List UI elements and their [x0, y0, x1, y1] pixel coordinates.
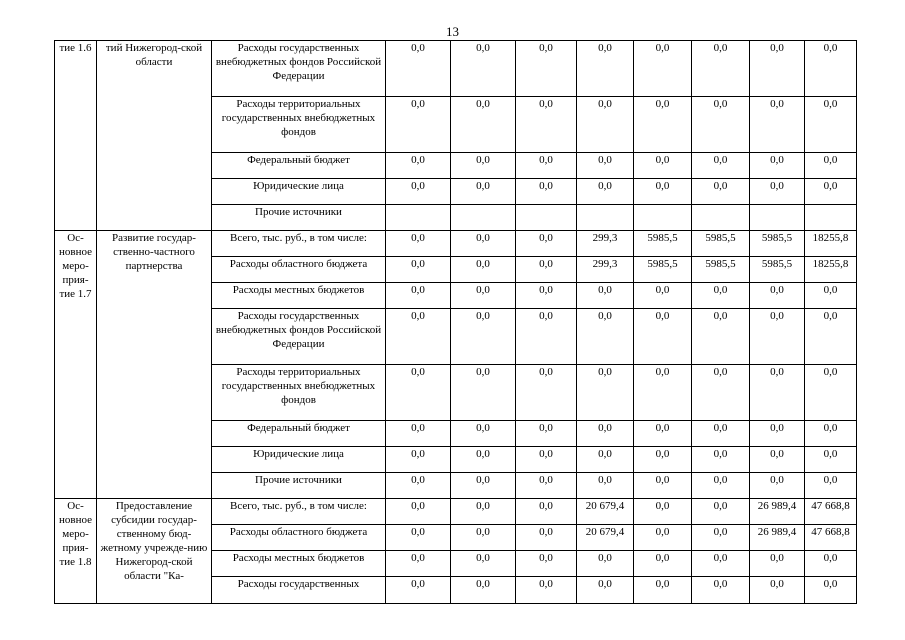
value-cell: 0,0: [451, 231, 516, 257]
funding-source-cell: Юридические лица: [212, 447, 386, 473]
value-cell: 299,3: [577, 231, 634, 257]
value-cell: 0,0: [577, 283, 634, 309]
funding-source-cell: Всего, тыс. руб., в том числе:: [212, 231, 386, 257]
value-cell: 0,0: [692, 365, 750, 421]
funding-source-cell: Прочие источники: [212, 473, 386, 499]
value-cell: 5985,5: [692, 231, 750, 257]
value-cell: 0,0: [634, 97, 692, 153]
value-cell: 0,0: [805, 421, 857, 447]
value-cell: 0,0: [634, 179, 692, 205]
value-cell: 0,0: [750, 41, 805, 97]
value-cell: 0,0: [451, 365, 516, 421]
value-cell: 0,0: [750, 283, 805, 309]
value-cell: 0,0: [577, 179, 634, 205]
value-cell: 0,0: [692, 97, 750, 153]
value-cell: 0,0: [451, 473, 516, 499]
value-cell: 0,0: [386, 365, 451, 421]
value-cell: 0,0: [386, 551, 451, 577]
value-cell: 26 989,4: [750, 525, 805, 551]
value-cell: 0,0: [577, 365, 634, 421]
value-cell: 0,0: [516, 551, 577, 577]
value-cell: 0,0: [451, 447, 516, 473]
value-cell: [451, 205, 516, 231]
value-cell: 0,0: [634, 365, 692, 421]
value-cell: 0,0: [634, 447, 692, 473]
value-cell: 0,0: [516, 447, 577, 473]
value-cell: 18255,8: [805, 257, 857, 283]
value-cell: 0,0: [577, 153, 634, 179]
value-cell: 0,0: [451, 309, 516, 365]
value-cell: 0,0: [516, 179, 577, 205]
value-cell: 0,0: [516, 231, 577, 257]
value-cell: 0,0: [634, 577, 692, 604]
funding-source-cell: Расходы местных бюджетов: [212, 283, 386, 309]
value-cell: 0,0: [750, 309, 805, 365]
value-cell: 0,0: [750, 421, 805, 447]
value-cell: 0,0: [386, 257, 451, 283]
value-cell: 20 679,4: [577, 499, 634, 525]
table-body: [55, 41, 857, 604]
funding-source-cell: Расходы территориальных государственных внебюджетных фондов: [212, 365, 386, 421]
value-cell: 0,0: [386, 309, 451, 365]
value-cell: 0,0: [386, 577, 451, 604]
value-cell: 20 679,4: [577, 525, 634, 551]
value-cell: 0,0: [805, 97, 857, 153]
value-cell: 0,0: [805, 365, 857, 421]
value-cell: 0,0: [750, 473, 805, 499]
value-cell: 0,0: [577, 447, 634, 473]
value-cell: 0,0: [451, 257, 516, 283]
value-cell: 0,0: [750, 447, 805, 473]
value-cell: 0,0: [692, 473, 750, 499]
value-cell: 0,0: [750, 179, 805, 205]
funding-source-cell: Расходы государственных: [212, 577, 386, 604]
value-cell: 0,0: [577, 97, 634, 153]
value-cell: 0,0: [577, 473, 634, 499]
value-cell: 0,0: [386, 421, 451, 447]
value-cell: 0,0: [805, 283, 857, 309]
value-cell: 0,0: [451, 283, 516, 309]
activity-code-cell: Ос-новное меро-прия-тие 1.7: [55, 231, 97, 499]
value-cell: 0,0: [805, 551, 857, 577]
value-cell: 0,0: [577, 309, 634, 365]
value-cell: 0,0: [692, 551, 750, 577]
value-cell: 0,0: [516, 577, 577, 604]
funding-source-cell: Юридические лица: [212, 179, 386, 205]
value-cell: 0,0: [750, 577, 805, 604]
value-cell: 0,0: [805, 41, 857, 97]
value-cell: 0,0: [386, 499, 451, 525]
activity-code-cell: тие 1.6: [55, 41, 97, 231]
value-cell: 0,0: [516, 473, 577, 499]
value-cell: 0,0: [577, 41, 634, 97]
value-cell: 0,0: [692, 499, 750, 525]
value-cell: 0,0: [692, 41, 750, 97]
page-number: 13: [446, 24, 459, 39]
value-cell: 0,0: [386, 447, 451, 473]
value-cell: 0,0: [516, 153, 577, 179]
activity-code-cell: Ос-новное меро-прия-тие 1.8: [55, 499, 97, 604]
value-cell: 0,0: [516, 365, 577, 421]
value-cell: 0,0: [451, 97, 516, 153]
value-cell: 0,0: [692, 283, 750, 309]
funding-source-cell: Расходы государственных внебюджетных фондов Российской Федерации: [212, 309, 386, 365]
value-cell: 0,0: [577, 577, 634, 604]
value-cell: 0,0: [692, 525, 750, 551]
value-cell: 47 668,8: [805, 525, 857, 551]
value-cell: 0,0: [451, 551, 516, 577]
value-cell: 47 668,8: [805, 499, 857, 525]
funding-source-cell: Всего, тыс. руб., в том числе:: [212, 499, 386, 525]
value-cell: 0,0: [386, 525, 451, 551]
value-cell: 5985,5: [634, 257, 692, 283]
value-cell: 0,0: [750, 97, 805, 153]
funding-source-cell: Расходы государственных внебюджетных фондов Российской Федерации: [212, 41, 386, 97]
value-cell: 0,0: [692, 179, 750, 205]
value-cell: [634, 205, 692, 231]
value-cell: 0,0: [634, 473, 692, 499]
value-cell: [805, 205, 857, 231]
funding-source-cell: Федеральный бюджет: [212, 153, 386, 179]
value-cell: 0,0: [577, 551, 634, 577]
value-cell: 0,0: [451, 577, 516, 604]
value-cell: 0,0: [577, 421, 634, 447]
value-cell: 0,0: [692, 447, 750, 473]
value-cell: 0,0: [805, 447, 857, 473]
value-cell: 5985,5: [750, 231, 805, 257]
value-cell: 0,0: [516, 421, 577, 447]
value-cell: 26 989,4: [750, 499, 805, 525]
value-cell: 0,0: [634, 153, 692, 179]
value-cell: 0,0: [692, 577, 750, 604]
value-cell: 0,0: [634, 525, 692, 551]
value-cell: 0,0: [634, 551, 692, 577]
value-cell: 0,0: [634, 41, 692, 97]
value-cell: 0,0: [516, 525, 577, 551]
value-cell: 0,0: [516, 97, 577, 153]
activity-name-cell: Предоставление субсидии государ-ственному бюд-жетному учрежде-нию Нижегород-ской области "Ка-: [97, 499, 212, 604]
value-cell: 0,0: [692, 421, 750, 447]
value-cell: 0,0: [750, 153, 805, 179]
value-cell: [692, 205, 750, 231]
value-cell: 0,0: [516, 257, 577, 283]
table-row: [55, 41, 857, 97]
value-cell: 0,0: [805, 473, 857, 499]
value-cell: 0,0: [386, 41, 451, 97]
value-cell: 0,0: [634, 283, 692, 309]
value-cell: 0,0: [805, 153, 857, 179]
value-cell: 299,3: [577, 257, 634, 283]
budget-table: [54, 40, 857, 604]
value-cell: 0,0: [516, 283, 577, 309]
value-cell: [750, 205, 805, 231]
funding-source-cell: Расходы областного бюджета: [212, 525, 386, 551]
value-cell: 0,0: [451, 421, 516, 447]
value-cell: 0,0: [386, 473, 451, 499]
value-cell: [577, 205, 634, 231]
value-cell: 0,0: [692, 309, 750, 365]
value-cell: 0,0: [386, 179, 451, 205]
value-cell: 0,0: [750, 365, 805, 421]
funding-source-cell: Прочие источники: [212, 205, 386, 231]
funding-source-cell: Расходы областного бюджета: [212, 257, 386, 283]
value-cell: 0,0: [692, 153, 750, 179]
funding-source-cell: Федеральный бюджет: [212, 421, 386, 447]
value-cell: 0,0: [516, 499, 577, 525]
funding-source-cell: Расходы местных бюджетов: [212, 551, 386, 577]
value-cell: 0,0: [805, 179, 857, 205]
value-cell: 0,0: [750, 551, 805, 577]
value-cell: 0,0: [451, 41, 516, 97]
value-cell: 0,0: [451, 153, 516, 179]
value-cell: 5985,5: [692, 257, 750, 283]
value-cell: 0,0: [634, 499, 692, 525]
value-cell: 0,0: [451, 525, 516, 551]
value-cell: [516, 205, 577, 231]
value-cell: 0,0: [386, 283, 451, 309]
table-row: [55, 231, 857, 257]
value-cell: 0,0: [634, 421, 692, 447]
funding-source-cell: Расходы территориальных государственных внебюджетных фондов: [212, 97, 386, 153]
table-row: [55, 499, 857, 525]
value-cell: 0,0: [634, 309, 692, 365]
value-cell: 0,0: [386, 153, 451, 179]
value-cell: 0,0: [516, 41, 577, 97]
value-cell: 5985,5: [634, 231, 692, 257]
value-cell: 0,0: [386, 97, 451, 153]
activity-name-cell: тий Нижегород-ской области: [97, 41, 212, 231]
value-cell: 0,0: [805, 577, 857, 604]
value-cell: 18255,8: [805, 231, 857, 257]
value-cell: 5985,5: [750, 257, 805, 283]
activity-name-cell: Развитие государ-ственно-частного партнерства: [97, 231, 212, 499]
value-cell: 0,0: [516, 309, 577, 365]
value-cell: 0,0: [386, 231, 451, 257]
value-cell: 0,0: [805, 309, 857, 365]
value-cell: 0,0: [451, 499, 516, 525]
value-cell: [386, 205, 451, 231]
value-cell: 0,0: [451, 179, 516, 205]
